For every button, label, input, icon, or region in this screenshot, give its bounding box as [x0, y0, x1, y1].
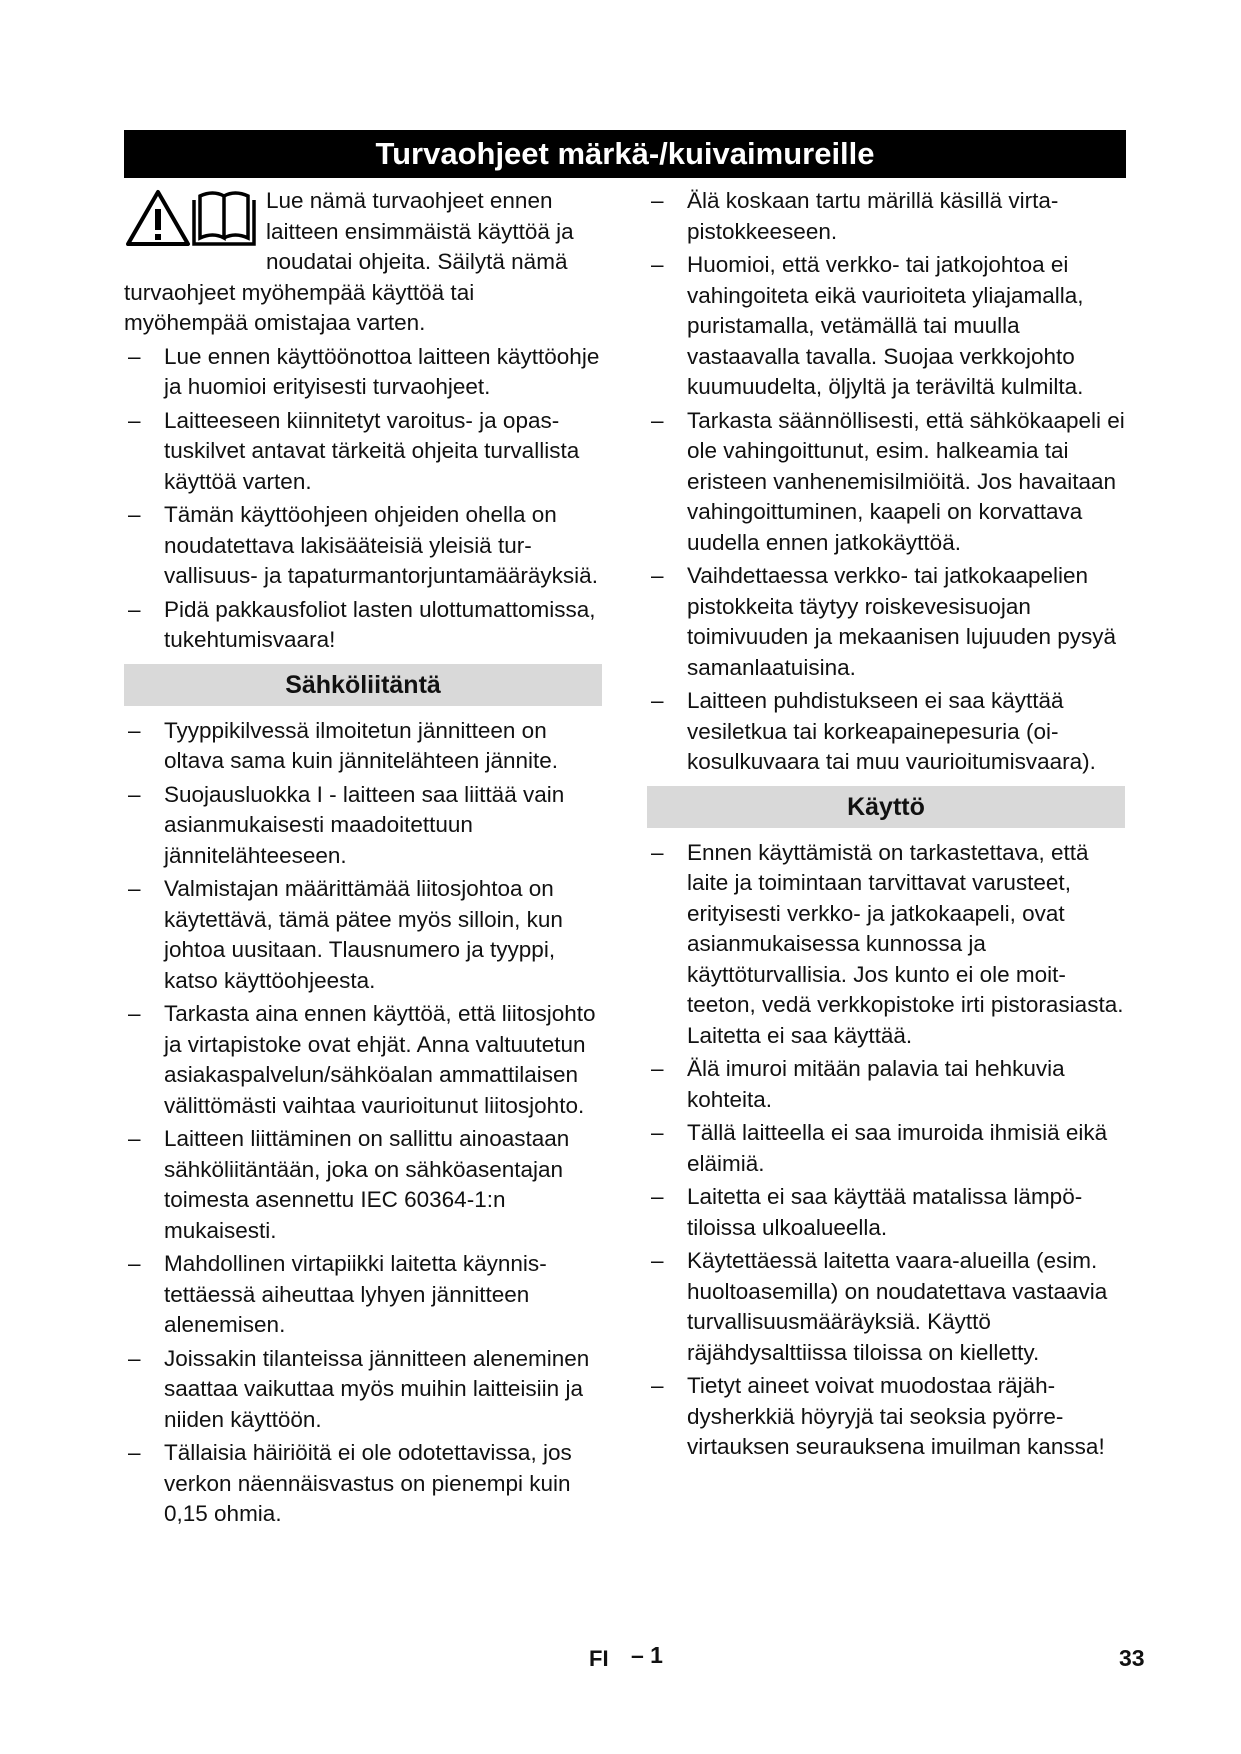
- list-item: – Laitteen liittäminen on sallittu ainoastaan sähköliitäntään, joka on sähköasentajan toimesta asennettu IEC 60364-1:n mukaisesti.: [128, 1126, 570, 1243]
- section-heading-electric: Sähköliitäntä: [124, 664, 602, 706]
- page-number: 33: [1119, 1645, 1145, 1671]
- footer-section-code: – 1: [631, 1642, 663, 1668]
- list-item: – Mahdollinen virtapiikki laitetta käynnistettäessä aiheuttaa lyhyen jännitteen alenemisen.: [128, 1251, 547, 1337]
- list-item: – Tällaisia häiriöitä ei ole odotettavissa, jos verkon näennäisvastus on pienempi kuin 0,15 ohmia.: [128, 1440, 572, 1526]
- left-column: [124, 186, 602, 1530]
- list-item: – Pidä pakkausfoliot lasten ulottumattomissa, tukehtumisvaara!: [128, 596, 596, 652]
- list-item: – Älä koskaan tartu märillä käsillä virtapistokkeeseen.: [651, 188, 1059, 244]
- list-item: – Tämän käyttöohjeen ohjeiden ohella on noudatettava lakisääteisiä yleisiä turvallisuus- ja tapaturmantorjuntamääräyksiä.: [128, 502, 598, 588]
- list-item: – Joissakin tilanteissa jännitteen aleneminen saattaa vaikuttaa myös muihin laitteisiin ja niiden käyttöön.: [128, 1345, 590, 1432]
- list-item: – Älä imuroi mitään palavia tai hehkuvia kohteita.: [651, 1056, 1065, 1112]
- list-item: – Laitetta ei saa käyttää matalissa lämpötiloissa ulkoalueella.: [651, 1184, 1083, 1240]
- list-item: – Käytettäessä laitetta vaara-alueilla (esim. huoltoasemilla) on noudatettava vastaavia turvallisuusmääräyksiä. Käyttö räjähdysalttiissa tiloissa on kielletty.: [651, 1248, 1108, 1365]
- list-item: – Vaihdettaessa verkko- tai jatkokaapelien pistokkeita täytyy roiskevesisuojan toimivuuden ja mekaanisen lujuuden pysyä samanlaatuisina.: [651, 563, 1117, 680]
- footer-language: FI: [589, 1646, 609, 1671]
- right-column: [647, 186, 1125, 1463]
- list-item: – Tietyt aineet voivat muodostaa räjähdysherkkiä höyryjä tai seoksia pyörrevirtauksen seurauksena imuilman kanssa!: [651, 1373, 1105, 1459]
- list-item: – Tällä laitteella ei saa imuroida ihmisiä eikä eläimiä.: [651, 1120, 1108, 1176]
- intro-block: [124, 186, 602, 339]
- list-item: – Laitteeseen kiinnitetyt varoitus- ja opastuskilvet antavat tärkeitä ohjeita turvallista käyttöä varten.: [128, 407, 580, 494]
- list-item: – Laitteen puhdistukseen ei saa käyttää vesiletkua tai korkeapainepesuria (oikosulkuvaara tai muu vaurioitumisvaara).: [651, 688, 1096, 774]
- list-item: – Tyyppikilvessä ilmoitetun jännitteen on oltava sama kuin jännitelähteen jännite.: [128, 717, 559, 773]
- section-heading-use: Käyttö: [647, 786, 1125, 828]
- warning-triangle-icon: [128, 192, 188, 244]
- page-title: Turvaohjeet märkä-/kuivaimureille: [124, 130, 1126, 178]
- list-item: – Lue ennen käyttöönottoa laitteen käyttöohje ja huomioi erityisesti turvaohjeet.: [128, 343, 600, 399]
- list-item: – Tarkasta aina ennen käyttöä, että liitosjohto ja virtapistoke ovat ehjät. Anna valtuutetun asiakaspalvelun/sähköalan ammattilaisen välittömästi vaihtaa vaurioitunut liitosjohto.: [128, 1001, 596, 1118]
- list-item: – Huomioi, että verkko- tai jatkojohtoa ei vahingoiteta eikä vaurioiteta yliajamalla, puristamalla, vetämällä tai muulla vastaavalla tavalla. Suojaa verkkojohto kuumuudelta, öljyltä ja teräviltä kulmilta.: [651, 252, 1084, 399]
- intro-text: Lue nämä turvaohjeet ennen laitteen ensimmäistä käyttöä ja noudatai ohjeita. Säilytä nämä turvaohjeet myöhempää käyttöä tai myöhempää omistajaa varten.: [124, 188, 574, 335]
- list-item: – Ennen käyttämistä on tarkastettava, että laite ja toimintaan tarvittavat varusteet, erityisesti verkko- ja jatkokaapeli, ovat asianmukaisessa kunnossa ja käyttöturvallisia. Jos kunto ei ole moitteeton, vedä verkkopistoke irti pistorasiasta. Laitetta ei saa käyttää.: [651, 839, 1124, 1048]
- list-item: – Valmistajan määrittämää liitosjohtoa on käytettävä, tämä pätee myös silloin, kun johtoa uusitaan. Tlausnumero ja tyyppi, katso käyttöohjeesta.: [128, 876, 563, 993]
- list-item: – Tarkasta säännöllisesti, että sähkökaapeli ei ole vahingoittunut, esim. halkeamia tai eristeen vanhenemisilmiöitä. Jos havaitaan vahingoittuminen, kaapeli on korvattava uudella ennen jatkokäyttöä.: [651, 407, 1125, 555]
- list-item: – Suojausluokka I - laitteen saa liittää vain asianmukaisesti maadoitettuun jännitelähteeseen.: [128, 781, 565, 868]
- open-book-icon: [194, 193, 254, 244]
- warning-manual-icons: [124, 188, 260, 248]
